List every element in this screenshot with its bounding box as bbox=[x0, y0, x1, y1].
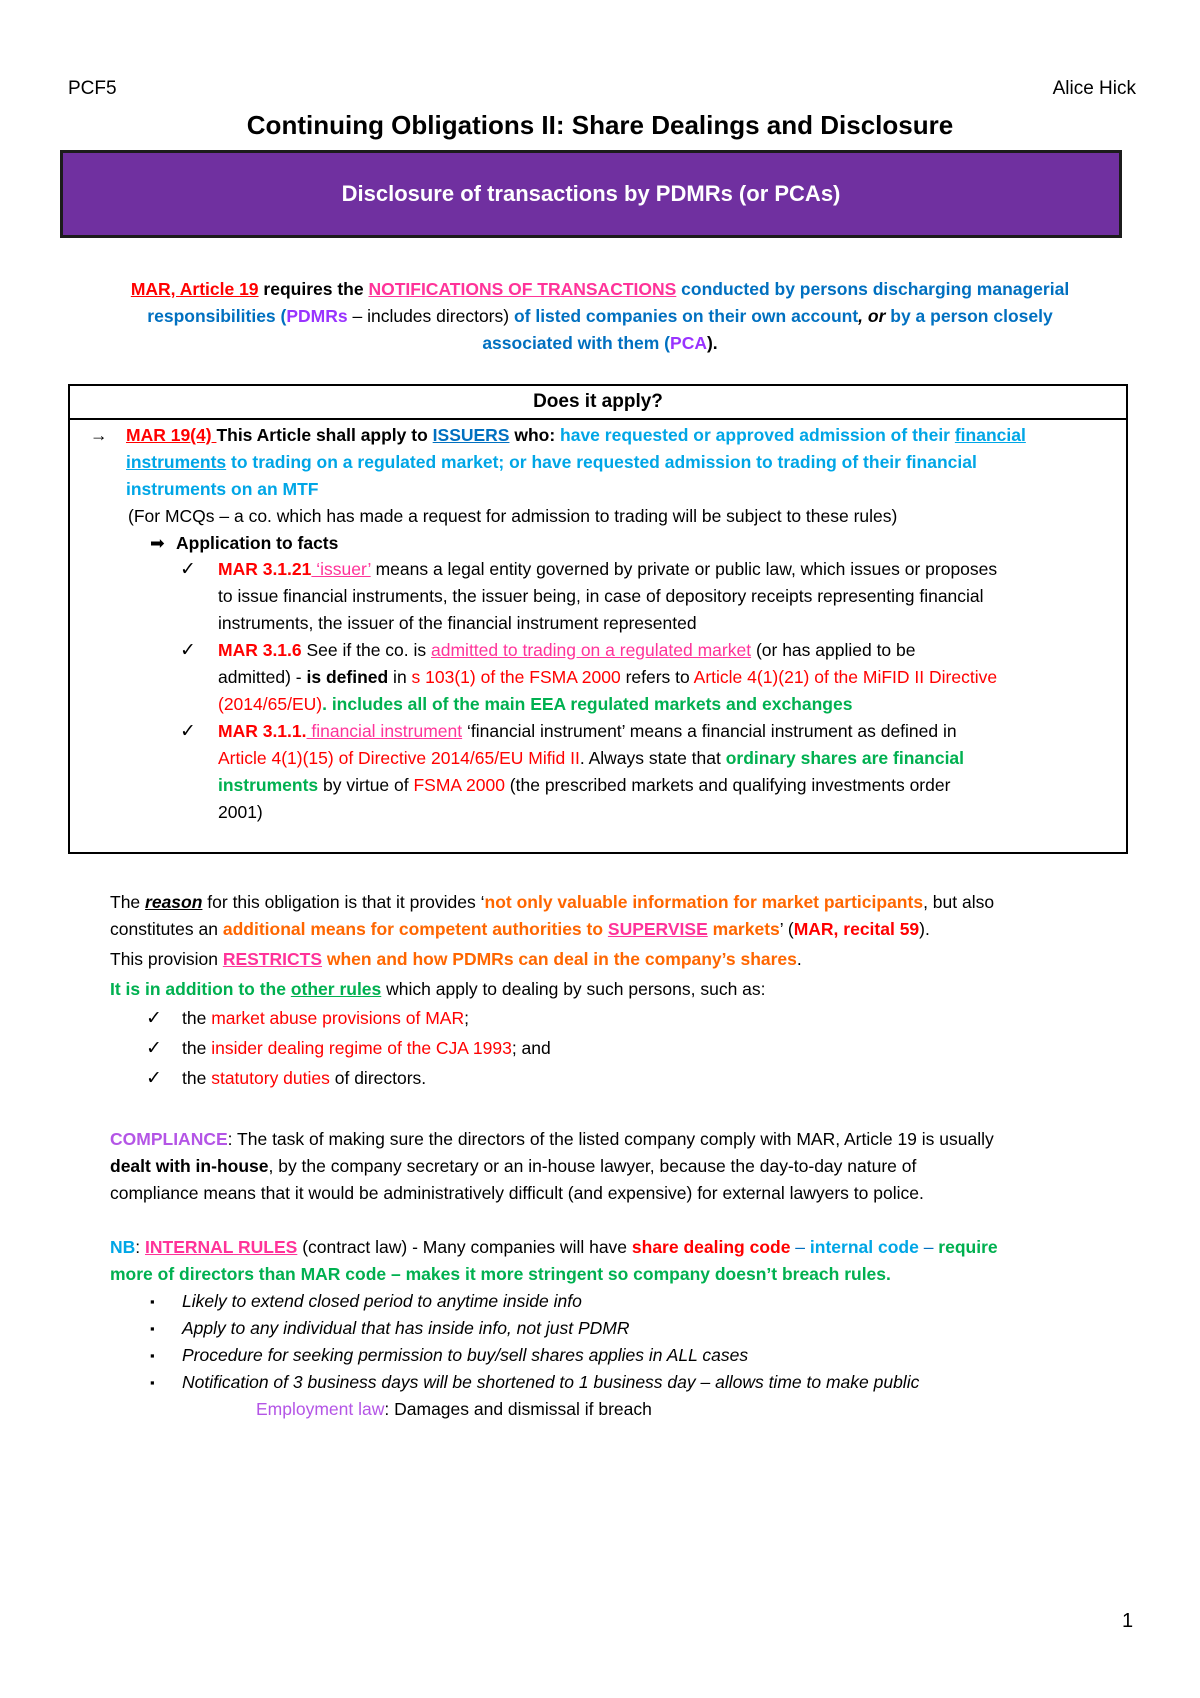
list-text: This provision bbox=[110, 949, 223, 969]
box-text: admitted) - bbox=[218, 667, 307, 687]
list-text: other rules bbox=[290, 979, 382, 999]
compliance-line-3: compliance means that it would be administratively difficult (and expensive) for external lawyers to police. bbox=[110, 1183, 924, 1203]
intro-pdmrs: PDMRs bbox=[286, 306, 348, 326]
check-item-1-line-2: to issue financial instruments, the issuer being, in case of depository receipts representing financial bbox=[218, 586, 984, 606]
box-text: ordinary shares are financial bbox=[725, 748, 965, 768]
check-icon: ✓ bbox=[180, 640, 196, 661]
list-text: additional means for competent authorities to bbox=[222, 919, 608, 939]
list-text: SUPERVISE bbox=[607, 919, 708, 939]
does-it-apply-box bbox=[68, 384, 1128, 854]
box-text: (the prescribed markets and qualifying investments order bbox=[504, 775, 951, 795]
box-text: to trading on a regulated market; or have requested admission to trading of their financial bbox=[226, 452, 977, 472]
section-banner-text: Disclosure of transactions by PDMRs (or PCAs) bbox=[341, 181, 841, 206]
reason-line-1 bbox=[110, 889, 994, 916]
box-text: admitted to trading on a regulated market bbox=[431, 640, 752, 660]
square-bullet-icon: ▪ bbox=[150, 1294, 155, 1309]
check-item-2-line-1 bbox=[218, 637, 916, 664]
intro-pca: PCA bbox=[670, 333, 707, 353]
box-text: ‘financial instrument’ means a financial instrument as defined in bbox=[462, 721, 957, 741]
intro-mar-article: MAR, Article 19 bbox=[130, 279, 259, 299]
intro-notifications: NOTIFICATIONS OF TRANSACTIONS bbox=[368, 279, 677, 299]
box-text: have requested or approved admission of their bbox=[560, 425, 955, 445]
issuers-term: ISSUERS bbox=[432, 425, 510, 445]
check-item-3-line-3 bbox=[218, 772, 950, 799]
list-text: (contract law) - Many companies will have bbox=[297, 1237, 632, 1257]
check-item-3-line-2 bbox=[218, 745, 964, 772]
list-text: not only valuable information for market participants bbox=[484, 892, 924, 912]
intro-text: – includes directors) bbox=[347, 306, 514, 326]
sub-item-3 bbox=[182, 1065, 426, 1092]
list-text: RESTRICTS bbox=[222, 949, 323, 969]
list-text: – bbox=[790, 1237, 810, 1257]
employment-line bbox=[256, 1396, 652, 1423]
list-text: ’ ( bbox=[779, 919, 794, 939]
list-text: for this obligation is that it provides ‘ bbox=[202, 892, 485, 912]
header-left: PCF5 bbox=[68, 78, 117, 99]
list-text: insider dealing regime of the CJA 1993 bbox=[211, 1038, 512, 1058]
box-text: FSMA 2000 bbox=[413, 775, 505, 795]
check-icon: ✓ bbox=[180, 721, 196, 742]
box-text: instruments bbox=[126, 452, 227, 472]
list-text: ; and bbox=[511, 1038, 551, 1058]
intro-text: requires the bbox=[258, 279, 369, 299]
list-text: the bbox=[182, 1068, 212, 1088]
list-text: MAR, recital 59 bbox=[793, 919, 920, 939]
box-text: MAR 3.1.6 bbox=[218, 640, 302, 660]
list-text: constitutes an bbox=[110, 919, 223, 939]
nb-detail-3: Procedure for seeking permission to buy/sell shares applies in ALL cases bbox=[182, 1345, 749, 1365]
box-text: Article 4(1)(21) of the MiFID II Directive bbox=[693, 667, 998, 687]
list-text: : The task of making sure the directors of the listed company comply with MAR, Article 19 is usually bbox=[227, 1129, 994, 1149]
intro-text: , or bbox=[858, 306, 891, 326]
box-text: who: bbox=[509, 425, 561, 445]
list-text: internal code bbox=[809, 1237, 919, 1257]
list-text: Employment law bbox=[256, 1399, 385, 1419]
compliance-line-2 bbox=[110, 1153, 916, 1180]
box-text: financial bbox=[954, 425, 1026, 445]
box-text: This Article shall apply to bbox=[216, 425, 433, 445]
list-text: The bbox=[110, 892, 146, 912]
list-text: ). bbox=[919, 919, 930, 939]
list-text: share dealing code bbox=[631, 1237, 791, 1257]
list-text: of directors. bbox=[329, 1068, 427, 1088]
list-text: , by the company secretary or an in-house lawyer, because the day-to-day nature of bbox=[268, 1156, 917, 1176]
nb-detail-2: Apply to any individual that has inside info, not just PDMR bbox=[182, 1318, 630, 1338]
box-text: . includes all of the main EEA regulated markets and exchanges bbox=[322, 694, 853, 714]
list-text: dealt with in-house bbox=[110, 1156, 269, 1176]
check-item-1-line-3: instruments, the issuer of the financial instrument represented bbox=[218, 613, 697, 633]
box-text: Article 4(1)(15) of Directive 2014/65/EU Mifid II bbox=[218, 748, 580, 768]
square-bullet-icon: ▪ bbox=[150, 1348, 155, 1363]
intro-line-3 bbox=[70, 330, 1130, 357]
nb-line-2: more of directors than MAR code – makes it more stringent so company doesn’t breach rules. bbox=[110, 1264, 891, 1284]
header-right: Alice Hick bbox=[1052, 78, 1136, 99]
intro-text: associated with them ( bbox=[482, 333, 671, 353]
list-text: , but also bbox=[923, 892, 995, 912]
list-text: when and how PDMRs can deal in the company’s shares bbox=[322, 949, 797, 969]
intro-paragraph bbox=[70, 276, 1130, 357]
section-banner bbox=[60, 150, 1122, 238]
box-line-1 bbox=[126, 422, 1026, 449]
square-bullet-icon: ▪ bbox=[150, 1321, 155, 1336]
box-text: is defined bbox=[306, 667, 389, 687]
application-heading: Application to facts bbox=[176, 533, 339, 553]
check-icon: ✓ bbox=[146, 1038, 162, 1059]
check-item-1-line-1 bbox=[218, 556, 997, 583]
check-icon: ✓ bbox=[180, 559, 196, 580]
list-text: statutory duties bbox=[211, 1068, 330, 1088]
check-item-3-line-4: 2001) bbox=[218, 802, 263, 822]
right-arrow-icon: ➡ bbox=[150, 533, 165, 553]
box-text: means a legal entity governed by private or public law, which issues or proposes bbox=[370, 559, 998, 579]
intro-text: ). bbox=[706, 333, 718, 353]
list-text: require bbox=[938, 1237, 998, 1257]
intro-line-2 bbox=[70, 303, 1130, 330]
list-text: : bbox=[135, 1237, 146, 1257]
list-text: NB bbox=[110, 1237, 136, 1257]
box-text: (2014/65/EU) bbox=[218, 694, 323, 714]
box-text: instruments bbox=[218, 775, 319, 795]
box-heading: Does it apply? bbox=[70, 386, 1126, 420]
list-text: which apply to dealing by such persons, such as: bbox=[381, 979, 766, 999]
check-item-3-line-1 bbox=[218, 718, 957, 745]
intro-text: conducted by persons discharging managerial bbox=[676, 279, 1070, 299]
restricts-line bbox=[110, 946, 802, 973]
check-item-2-line-2 bbox=[218, 664, 997, 691]
list-text: INTERNAL RULES bbox=[145, 1237, 298, 1257]
list-text: It is in addition to the bbox=[110, 979, 291, 999]
list-text: reason bbox=[145, 892, 203, 912]
compliance-line-1 bbox=[110, 1126, 994, 1153]
list-text: – bbox=[918, 1237, 939, 1257]
compliance-term: COMPLIANCE bbox=[110, 1129, 228, 1149]
page-title: Continuing Obligations II: Share Dealings and Disclosure bbox=[246, 110, 954, 140]
nb-detail-1: Likely to extend closed period to anytime inside info bbox=[182, 1291, 582, 1311]
list-text: . bbox=[796, 949, 802, 969]
square-bullet-icon: ▪ bbox=[150, 1375, 155, 1390]
mar-19-4: MAR 19(4) bbox=[126, 425, 217, 445]
box-line-2 bbox=[126, 449, 977, 476]
page-number: 1 bbox=[1122, 1610, 1134, 1632]
box-text: . Always state that bbox=[579, 748, 726, 768]
addition-line bbox=[110, 976, 766, 1003]
box-text: refers to bbox=[620, 667, 694, 687]
sub-item-2 bbox=[182, 1035, 551, 1062]
check-icon: ✓ bbox=[146, 1068, 162, 1089]
arrow-icon: → bbox=[90, 425, 108, 445]
list-text: ; bbox=[464, 1008, 469, 1028]
list-text: markets bbox=[707, 919, 780, 939]
box-line-3: instruments on an MTF bbox=[126, 479, 319, 499]
check-icon: ✓ bbox=[146, 1008, 162, 1029]
box-line-4: (For MCQs – a co. which has made a request for admission to trading will be subject to these rules) bbox=[128, 506, 898, 526]
reason-line-2 bbox=[110, 916, 930, 943]
box-text: ‘issuer’ bbox=[311, 559, 371, 579]
check-item-2-line-3 bbox=[218, 691, 852, 718]
list-text: : Damages and dismissal if breach bbox=[384, 1399, 652, 1419]
box-text: (or has applied to be bbox=[751, 640, 916, 660]
intro-text: responsibilities ( bbox=[147, 306, 287, 326]
box-text: s 103(1) of the FSMA 2000 bbox=[411, 667, 621, 687]
list-text: the bbox=[182, 1038, 212, 1058]
box-text: MAR 3.1.1. bbox=[218, 721, 307, 741]
intro-text: by a person closely bbox=[890, 306, 1053, 326]
box-text: in bbox=[388, 667, 412, 687]
intro-text: of listed companies on their own account bbox=[513, 306, 859, 326]
box-text: financial instrument bbox=[306, 721, 463, 741]
box-text: by virtue of bbox=[318, 775, 414, 795]
nb-detail-4: Notification of 3 business days will be shortened to 1 business day – allows time to make public bbox=[182, 1372, 920, 1392]
list-text: market abuse provisions of MAR bbox=[211, 1008, 465, 1028]
list-text: the bbox=[182, 1008, 212, 1028]
sub-item-1 bbox=[182, 1005, 469, 1032]
box-text: See if the co. is bbox=[301, 640, 432, 660]
box-text: MAR 3.1.21 bbox=[218, 559, 312, 579]
nb-line-1 bbox=[110, 1234, 998, 1261]
intro-line-1 bbox=[70, 276, 1130, 303]
